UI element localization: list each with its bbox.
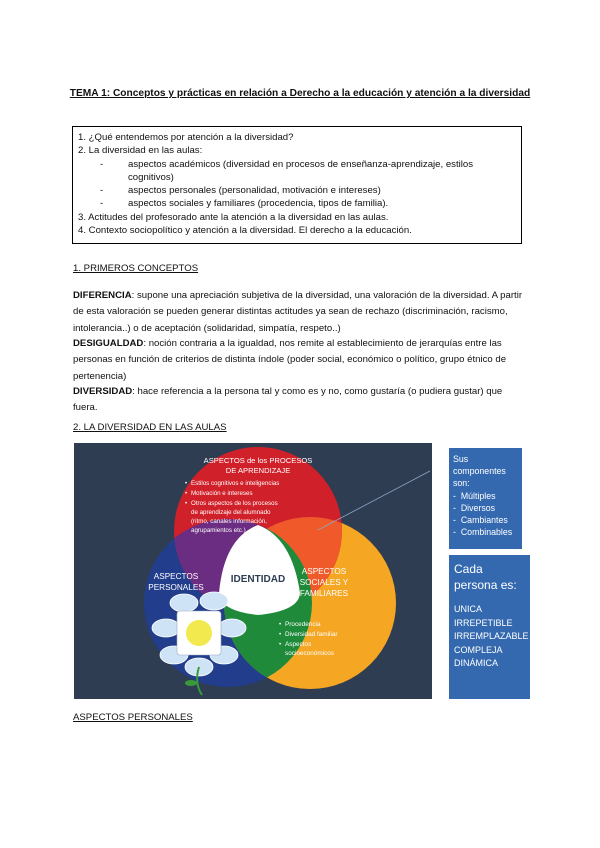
right-title-line2: SOCIALES Y	[299, 578, 349, 587]
definition-diferencia: DIFERENCIA: supone una apreciación subjetiva de la diversidad, una valoración de la diversidad. A partir de esta valoración se pueden generar distintas actitudes ya sean de rechazo (discriminación, racismo, intolerancia..) o de aceptación (solidaridad, simpatía, respeto..)	[73, 290, 523, 334]
person-trait: IRREMPLAZABLE	[454, 631, 529, 641]
index-item: 1. ¿Qué entendemos por atención a la diversidad?	[78, 132, 294, 143]
top-bullet-glyph: •	[185, 480, 188, 487]
person-trait: UNICA	[454, 604, 483, 614]
section-heading-diversidad-aulas: 2. LA DIVERSIDAD EN LAS AULAS	[73, 422, 227, 433]
top-bullet-glyph: •	[185, 500, 188, 507]
definition-desigualdad: DESIGUALDAD: noción contraria a la igualdad, nos remite al establecimiento de jerarquías entre las personas en función de criterios de distinta índole (poder social, económico o político, grupo étnico de pertenencia)	[73, 338, 507, 382]
right-bullet: Aspectos	[285, 641, 312, 648]
right-bullet-glyph: •	[279, 621, 282, 628]
section-heading-primeros-conceptos: 1. PRIMEROS CONCEPTOS	[73, 263, 199, 274]
components-intro: Sus componentes son:	[453, 454, 506, 489]
person-trait: DINÁMICA	[454, 658, 499, 668]
right-bullet-cont: socioeconómicos	[285, 650, 335, 657]
person-traits-box	[449, 555, 530, 699]
top-title-line1: ASPECTOS de los PROCESOS	[203, 456, 313, 465]
index-subitem: - aspectos personales (personalidad, motivación e intereses)	[100, 185, 381, 197]
components-item: - Combinables	[453, 527, 513, 538]
top-bullet: Estilos cognitivos e inteligencias	[191, 480, 280, 487]
index-item: 4. Contexto sociopolítico y atención a la diversidad. El derecho a la educación.	[78, 225, 412, 237]
identity-diagram	[74, 443, 432, 699]
right-title-line3: FAMILIARES	[299, 589, 349, 598]
top-title-line2: DE APRENDIZAJE	[225, 466, 291, 475]
index-item: 2. La diversidad en las aulas:	[78, 145, 203, 157]
top-bullet: Motivación e intereses	[191, 490, 253, 497]
top-bullet-cont: de aprendizaje del alumnado	[191, 509, 271, 516]
document-title: TEMA 1: Conceptos y prácticas en relación a Derecho a la educación y atención a la diversidad	[69, 88, 531, 99]
top-bullet: Otros aspectos de los procesos	[191, 500, 278, 507]
person-traits-intro: Cada persona es:	[454, 562, 517, 592]
components-item: - Múltiples	[453, 490, 496, 501]
right-bullet: Diversidad familiar	[285, 631, 338, 638]
identity-label: IDENTIDAD	[230, 574, 286, 585]
person-trait: COMPLEJA	[454, 644, 503, 655]
components-box	[449, 448, 522, 549]
top-bullet-cont: (ritmo, canales información,	[191, 518, 267, 525]
section-heading-aspectos-personales: ASPECTOS PERSONALES	[73, 712, 193, 723]
right-bullet: Procedencia	[285, 621, 321, 628]
right-bullet-glyph: •	[279, 631, 282, 638]
components-item: - Diversos	[453, 502, 496, 513]
components-item: - Cambiantes	[453, 515, 508, 526]
index-box	[72, 126, 522, 244]
index-item: 3. Actitudes del profesorado ante la atención a la diversidad en las aulas.	[78, 211, 389, 223]
index-subitem: - aspectos sociales y familiares (procedencia, tipos de familia).	[100, 198, 389, 210]
top-bullet-glyph: •	[185, 490, 188, 497]
right-bullet-glyph: •	[279, 641, 282, 648]
left-title-line1: ASPECTOS	[153, 572, 199, 581]
right-title-line1: ASPECTOS	[301, 567, 347, 576]
definition-diversidad: DIVERSIDAD: hace referencia a la persona tal y como es y no, como gustaría (o pudiera gustar) que fuera.	[73, 386, 503, 414]
left-title-line2: PERSONALES	[148, 583, 204, 592]
person-trait: IRREPETIBLE	[454, 617, 513, 628]
index-subitem: - aspectos académicos (diversidad en procesos de enseñanza-aprendizaje, estilos cognitivos)	[100, 158, 474, 183]
top-bullet-cont: agrupamientos etc.)	[191, 527, 246, 534]
